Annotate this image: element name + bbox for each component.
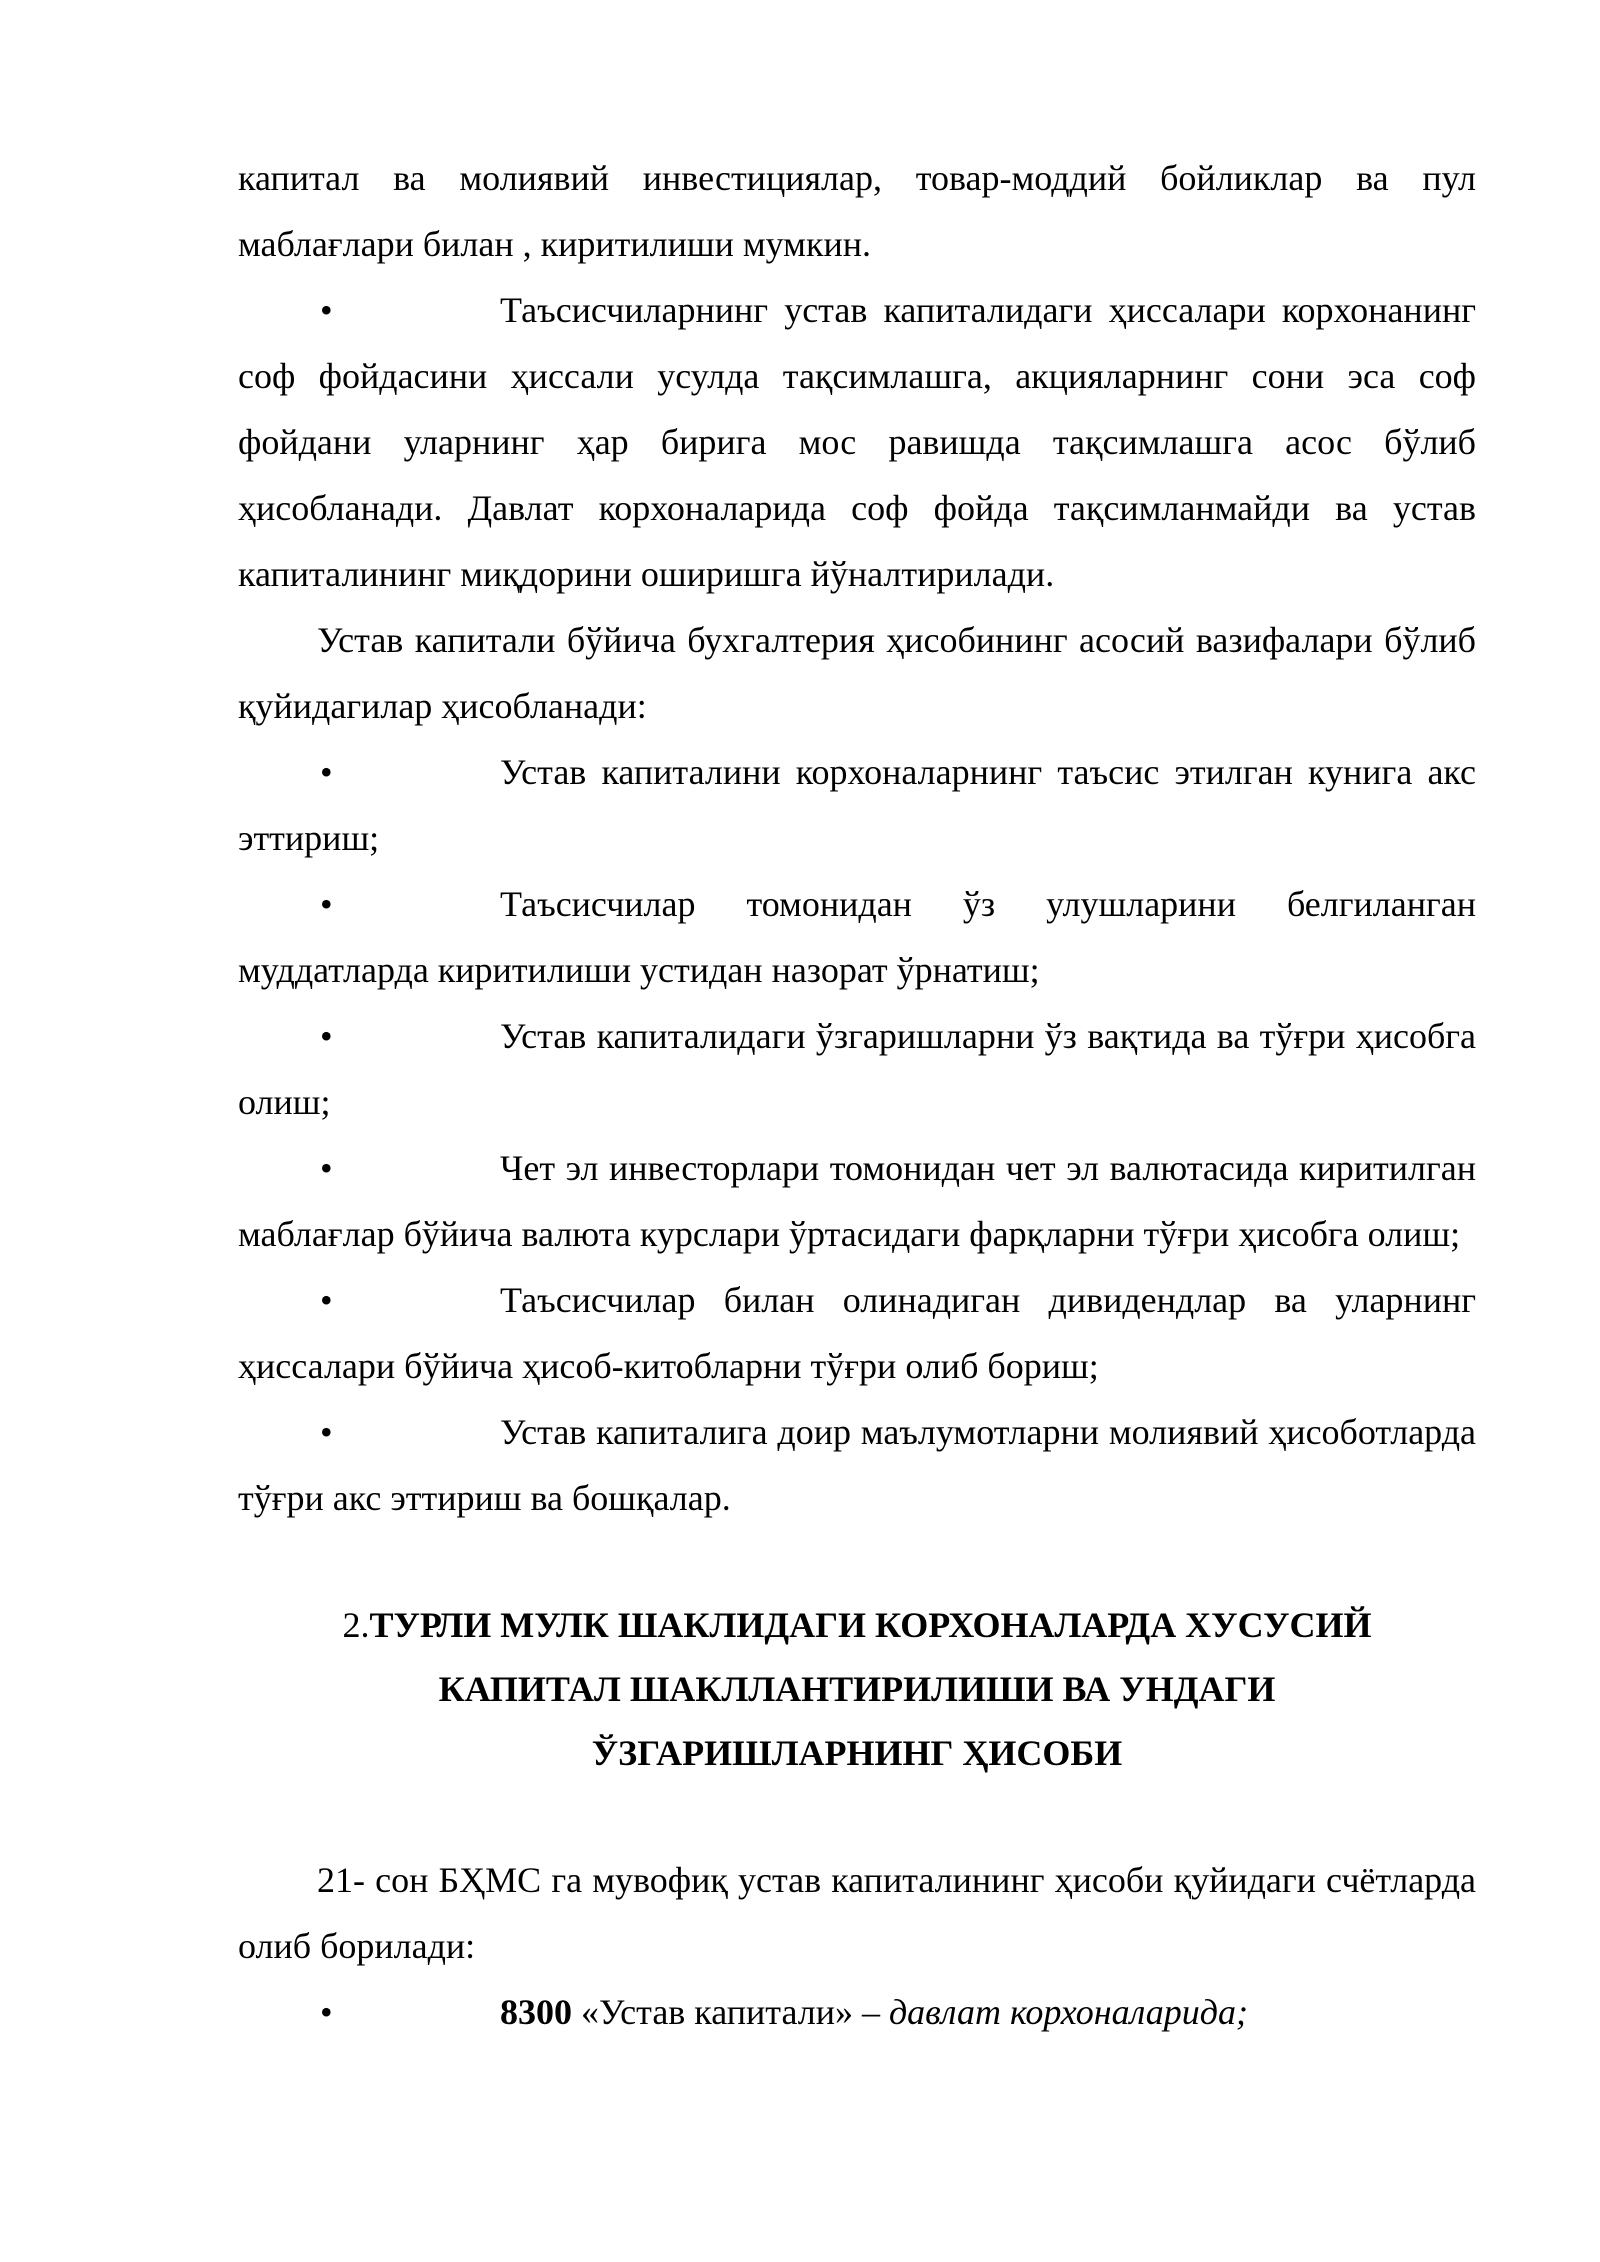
bullet-mark: •	[320, 1280, 333, 1320]
task-text: Устав капиталига доир маълумотларни молиявий ҳисоботларда тўғри акс эттириш ва бошқалар.	[238, 1412, 1476, 1518]
heading-line-2: КАПИТАЛ ШАКЛЛАНТИРИЛИШИ ВА УНДАГИ	[438, 1669, 1276, 1709]
section-heading	[238, 1593, 1476, 1785]
bullet-mark: •	[320, 752, 333, 792]
bullet-mark: •	[320, 290, 333, 330]
spacer	[238, 1531, 1476, 1593]
bullet-text: Таъсисчиларнинг устав капиталидаги ҳиссалари корхонанинг соф фойдасини ҳиссали усулда тақсимлашга, акцияларнинг сони эса соф фойдани уларнинг ҳар бирига мос равишда тақсимлашга асос бўлиб ҳисобланади. Давлат корхоналарида соф фойда тақсимланмайди ва устав капиталининг миқдорини оширишга йўналтирилади.	[238, 290, 1476, 594]
document-body	[238, 145, 1476, 2045]
task-item	[238, 1267, 1476, 1399]
task-text: Чет эл инвесторлари томонидан чет эл валютасида киритилган маблағлар бўйича валюта курслари ўртасидаги фарқларни тўғри ҳисобга олиш;	[238, 1148, 1476, 1254]
task-item	[238, 1003, 1476, 1135]
bullet-mark: •	[320, 884, 333, 924]
bullet-mark: •	[320, 1992, 333, 2032]
spacer	[238, 1785, 1476, 1847]
bullet-mark: •	[320, 1412, 333, 1452]
account-name: «Устав капитали» –	[581, 1992, 880, 2032]
bullet-item-profit-distribution	[238, 277, 1476, 607]
task-item	[238, 1135, 1476, 1267]
heading-line-3: ЎЗГАРИШЛАРНИНГ ҲИСОБИ	[591, 1733, 1123, 1773]
paragraph-accounts-intro: 21- сон БҲМС га мувофиқ устав капиталининг ҳисоби қуйидаги счётларда олиб борилади:	[238, 1860, 1476, 1966]
account-code: 8300	[500, 1992, 572, 2032]
paragraph-intro: капитал ва молиявий инвестициялар, товар-моддий бойликлар ва пул маблағлари билан , киритилиши мумкин.	[238, 158, 1476, 264]
bullet-mark: •	[320, 1148, 333, 1188]
paragraph-tasks-intro: Устав капитали бўйича бухгалтерия ҳисобининг асосий вазифалари бўлиб қуйидагилар ҳисобланади:	[238, 620, 1476, 726]
task-text: Устав капиталини корхоналарнинг таъсис этилган кунига акс эттириш;	[238, 752, 1476, 858]
task-text: Таъсисчилар билан олинадиган дивидендлар ва уларнинг ҳиссалари бўйича ҳисоб-китобларни тўғри олиб бориш;	[238, 1280, 1476, 1386]
account-note: давлат корхоналарида;	[888, 1992, 1248, 2032]
heading-text-1: ТУРЛИ МУЛК ШАКЛИДАГИ КОРХОНАЛАРДА ХУСУСИЙ	[369, 1605, 1372, 1645]
task-text: Устав капиталидаги ўзгаришларни ўз вақтида ва тўғри ҳисобга олиш;	[238, 1016, 1476, 1122]
bullet-mark: •	[320, 1016, 333, 1056]
task-item	[238, 739, 1476, 871]
task-text: Таъсисчилар томонидан ўз улушларини белгиланган муддатларда киритилиши устидан назорат ўрнатиш;	[238, 884, 1476, 990]
task-item	[238, 1399, 1476, 1531]
account-item	[238, 1979, 1476, 2045]
heading-number: 2.	[342, 1605, 370, 1645]
heading-line-1	[238, 1593, 1476, 1657]
task-item	[238, 871, 1476, 1003]
